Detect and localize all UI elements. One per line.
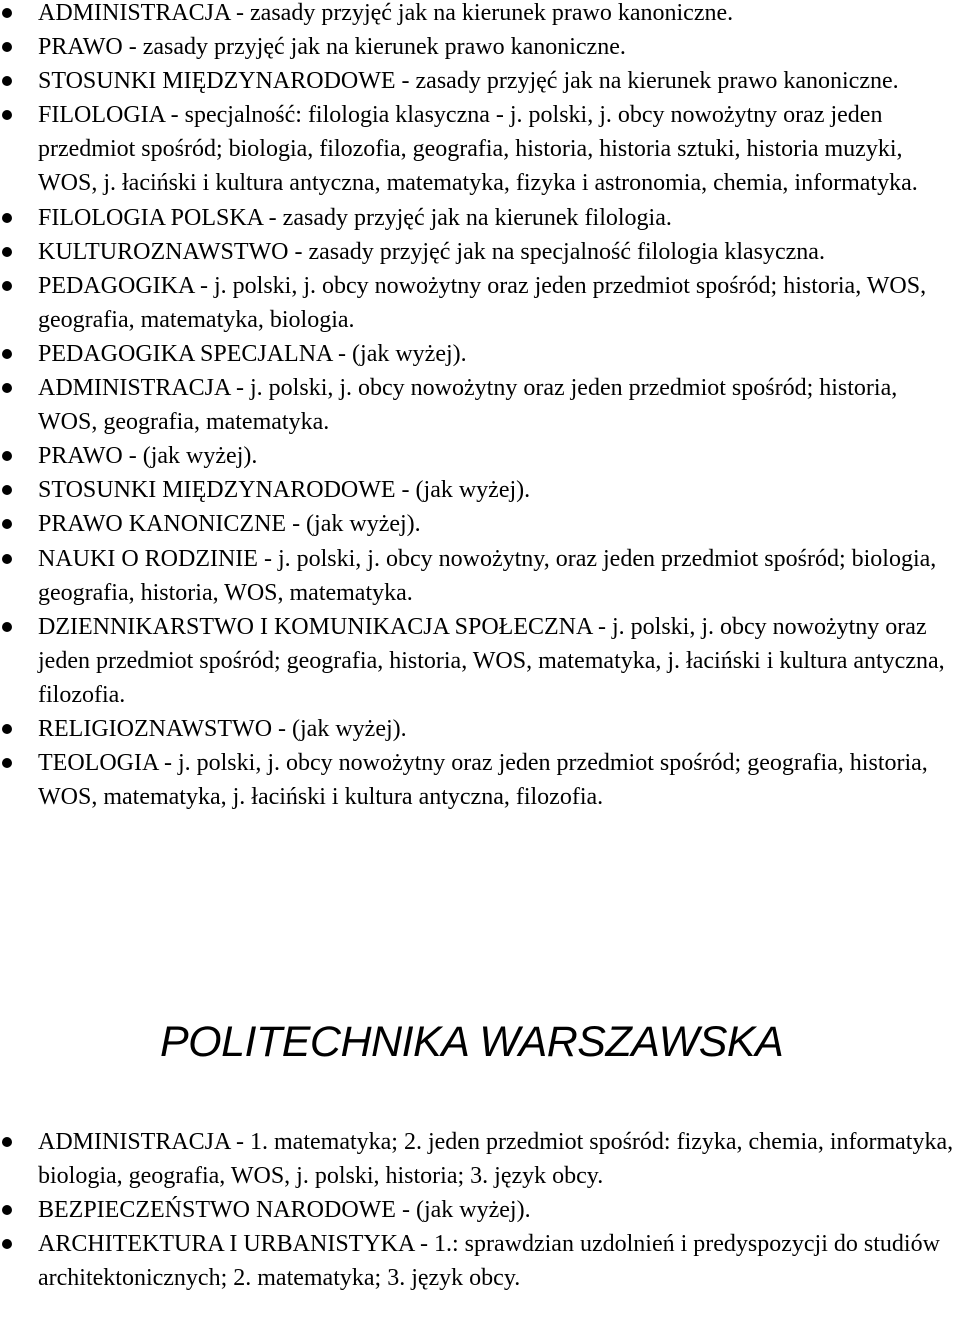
list-item bbox=[0, 439, 960, 473]
bullet-icon bbox=[2, 485, 12, 495]
list-item-text: FILOLOGIA - specjalność: filologia klasyczna - j. polski, j. obcy nowożytny oraz jeden przedmiot spośród; biologia, filozofia, geografia, historia, historia sztuki, historia muzyki, WOS, j. łaciński i kultura antyczna, matematyka, fizyka i astronomia, chemia, informatyka. bbox=[38, 102, 918, 197]
list-item-text: BEZPIECZEŃSTWO NARODOWE - (jak wyżej). bbox=[38, 1197, 531, 1224]
list-item bbox=[0, 235, 960, 269]
list-item-text: RELIGIOZNAWSTWO - (jak wyżej). bbox=[38, 715, 407, 742]
bullet-icon bbox=[2, 1137, 12, 1147]
list-item-text: ARCHITEKTURA I URBANISTYKA - 1.: sprawdzian uzdolnień i predyspozycji do studiów architektonicznych; 2. matematyka; 3. język obcy. bbox=[38, 1231, 940, 1292]
bullet-icon bbox=[2, 758, 12, 768]
list-item bbox=[0, 30, 960, 64]
list-item bbox=[0, 542, 960, 610]
list-item-text: STOSUNKI MIĘDZYNARODOWE - zasady przyjęć jak na kierunek prawo kanoniczne. bbox=[38, 68, 899, 95]
list-item-text: PRAWO - zasady przyjęć jak na kierunek prawo kanoniczne. bbox=[38, 34, 626, 61]
list-item bbox=[0, 1125, 960, 1193]
list-item-text: ADMINISTRACJA - j. polski, j. obcy nowożytny oraz jeden przedmiot spośród; historia, WOS, geografia, matematyka. bbox=[38, 375, 898, 436]
list-item-text: KULTUROZNAWSTWO - zasady przyjęć jak na specjalność filologia klasyczna. bbox=[38, 238, 825, 265]
bullet-icon bbox=[2, 349, 12, 359]
list-item-text: PRAWO - (jak wyżej). bbox=[38, 443, 258, 470]
section-heading: POLITECHNIKA WARSZAWSKA bbox=[160, 1018, 784, 1066]
list-item bbox=[0, 712, 960, 746]
list-item-text: FILOLOGIA POLSKA - zasady przyjęć jak na kierunek filologia. bbox=[38, 204, 672, 231]
list-item-text: ADMINISTRACJA - 1. matematyka; 2. jeden przedmiot spośród: fizyka, chemia, informatyka, biologia, geografia, WOS, j. polski, historia; 3. język obcy. bbox=[38, 1129, 954, 1190]
bullet-icon bbox=[2, 519, 12, 529]
list-item-text: PEDAGOGIKA SPECJALNA - (jak wyżej). bbox=[38, 340, 467, 367]
list-item-text: PEDAGOGIKA - j. polski, j. obcy nowożytny oraz jeden przedmiot spośród; historia, WOS, geografia, matematyka, biologia. bbox=[38, 272, 927, 333]
bullet-icon bbox=[2, 76, 12, 86]
list-item bbox=[0, 473, 960, 507]
list-item-text: TEOLOGIA - j. polski, j. obcy nowożytny oraz jeden przedmiot spośród; geografia, historia, WOS, matematyka, j. łaciński i kultura antyczna, filozofia. bbox=[38, 750, 928, 811]
list-item bbox=[0, 0, 960, 30]
bullet-icon bbox=[2, 451, 12, 461]
bullet-icon bbox=[2, 281, 12, 291]
admission-list-bottom bbox=[0, 1125, 960, 1295]
list-item bbox=[0, 610, 960, 712]
list-item bbox=[0, 507, 960, 541]
list-item-text: DZIENNIKARSTWO I KOMUNIKACJA SPOŁECZNA - j. polski, j. obcy nowożytny oraz jeden przedmiot spośród; geografia, historia, WOS, matematyka, j. łaciński i kultura antyczna, filozofia. bbox=[38, 613, 945, 708]
list-item bbox=[0, 1193, 960, 1227]
list-item-text: STOSUNKI MIĘDZYNARODOWE - (jak wyżej). bbox=[38, 477, 531, 504]
bullet-icon bbox=[2, 110, 12, 120]
bullet-icon bbox=[2, 1239, 12, 1249]
list-item bbox=[0, 1227, 960, 1295]
list-item bbox=[0, 201, 960, 235]
bullet-icon bbox=[2, 247, 12, 257]
bullet-icon bbox=[2, 554, 12, 564]
list-item-text: NAUKI O RODZINIE - j. polski, j. obcy nowożytny, oraz jeden przedmiot spośród; biologia, geografia, historia, WOS, matematyka. bbox=[38, 545, 937, 606]
list-item bbox=[0, 746, 960, 814]
list-item-text: PRAWO KANONICZNE - (jak wyżej). bbox=[38, 511, 421, 538]
list-item bbox=[0, 337, 960, 371]
bullet-icon bbox=[2, 724, 12, 734]
bullet-icon bbox=[2, 8, 12, 18]
list-item bbox=[0, 98, 960, 200]
bullet-icon bbox=[2, 213, 12, 223]
bullet-icon bbox=[2, 1205, 12, 1215]
list-item bbox=[0, 64, 960, 98]
list-item bbox=[0, 371, 960, 439]
list-item-text: ADMINISTRACJA - zasady przyjęć jak na kierunek prawo kanoniczne. bbox=[38, 0, 734, 26]
bullet-icon bbox=[2, 383, 12, 393]
bullet-icon bbox=[2, 622, 12, 632]
bullet-icon bbox=[2, 42, 12, 52]
list-item bbox=[0, 269, 960, 337]
